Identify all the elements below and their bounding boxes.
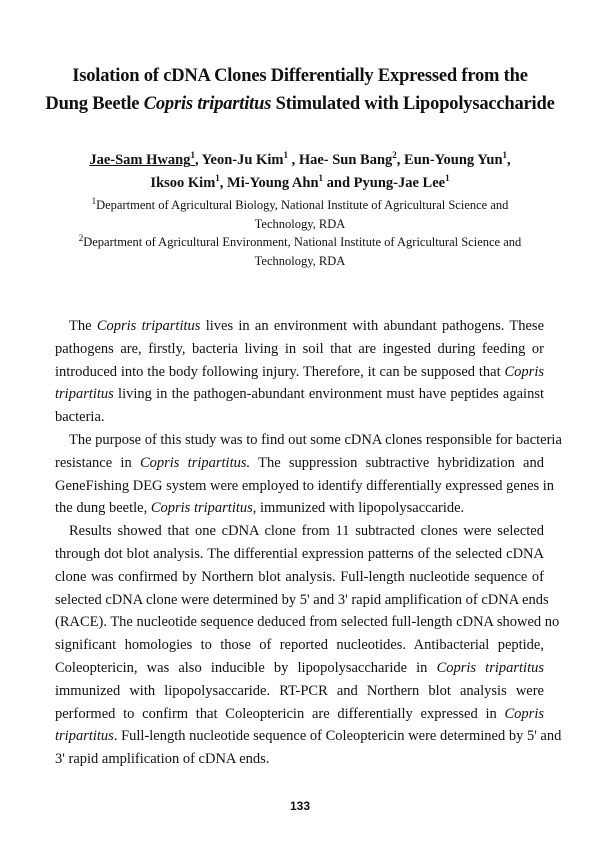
body-italic: Copris tripartitus xyxy=(436,659,544,676)
body-text: lives in an environment with abundant pathogens. These xyxy=(200,318,545,334)
author-name: Iksoo Kim xyxy=(150,175,216,191)
author-name: Jae-Sam Hwang xyxy=(89,152,191,168)
body-text: living in the pathogen-abundant environment must have peptides against xyxy=(113,386,544,403)
body-line xyxy=(55,657,544,680)
author-affiliation-mark: 1 xyxy=(283,150,288,161)
author-affiliation-mark: 1 xyxy=(215,173,220,184)
author-separator: , xyxy=(287,152,296,168)
body-text: the dung beetle, xyxy=(55,500,151,517)
title-text: Dung Beetle xyxy=(45,94,144,114)
body-text: resistance in xyxy=(55,454,140,471)
affiliation-1-line-2: Technology, RDA xyxy=(254,216,346,231)
page-number: 133 xyxy=(289,799,311,813)
body-text: , immunized with lipopolysaccaride. xyxy=(252,500,465,517)
affiliations xyxy=(40,196,560,270)
body-line: Results showed that one cDNA clone from 11 subtracted clones were selected xyxy=(69,523,544,540)
author-line-1 xyxy=(40,149,560,172)
body-text: Coleoptericin, was also inducible by lipopolysaccharide in xyxy=(55,659,437,676)
body-text: introduced into the body following injury. Therefore, it can be supposed that xyxy=(55,363,505,380)
body-line xyxy=(55,315,544,338)
affiliation-mark: 1 xyxy=(91,195,97,206)
body-italic: Copris xyxy=(504,705,544,722)
author-name: Pyung-Jae Lee xyxy=(353,175,446,191)
body-italic: Copris tripartitus xyxy=(96,318,201,334)
body-line: pathogens are, firstly, bacteria living in soil that are ingested during feeding or xyxy=(55,340,544,357)
author-separator: and xyxy=(323,175,354,191)
body-text: The suppression subtractive hybridization and xyxy=(250,454,544,471)
affiliation-2-line-1 xyxy=(40,233,560,252)
paper-title xyxy=(40,62,560,118)
title-line-1: Isolation of cDNA Clones Differentially Expressed from the xyxy=(72,66,528,86)
affiliation-2-line-2: Technology, RDA xyxy=(254,253,346,268)
author-name: Eun-Young Yun xyxy=(404,152,503,168)
body-line: 3' rapid amplification of cDNA ends. xyxy=(55,751,270,768)
author-affiliation-mark: 1 xyxy=(502,150,508,161)
author-separator: , xyxy=(194,152,199,168)
title-text: Stimulated with Lipopolysaccharide xyxy=(271,94,555,114)
body-line: through dot blot analysis. The differential expression patterns of the selected cDNA xyxy=(55,545,544,562)
body-italic: Copris xyxy=(504,363,544,380)
body-italic: Copris tripartitus xyxy=(150,500,253,517)
author-name: Mi-Young Ahn xyxy=(227,175,319,191)
body-text: The xyxy=(69,318,97,334)
author-affiliation-mark: 1 xyxy=(318,173,324,184)
body-line xyxy=(55,497,544,520)
body-line: (RACE). The nucleotide sequence deduced from selected full-length cDNA showed no xyxy=(55,614,560,631)
abstract-body xyxy=(55,315,562,771)
body-line xyxy=(55,452,544,475)
title-line-2 xyxy=(40,90,560,118)
body-line: clone was confirmed by Northern blot analysis. Full-length nucleotide sequence of xyxy=(55,568,544,585)
author-affiliation-mark: 1 xyxy=(190,150,195,161)
author-line-2 xyxy=(40,172,560,195)
body-italic: Copris tripartitus. xyxy=(139,454,251,471)
body-text: . Full-length nucleotide sequence of Coleoptericin were determined by 5' and xyxy=(113,728,562,745)
body-line xyxy=(55,361,544,384)
affiliation-text: Department of Agricultural Biology, National Institute of Agricultural Science and xyxy=(96,198,509,212)
body-line xyxy=(55,725,562,748)
body-line: GeneFishing DEG system were employed to identify differentially expressed genes in xyxy=(55,477,555,494)
author-affiliation-mark: 1 xyxy=(445,173,450,184)
body-italic: tripartitus xyxy=(55,728,114,745)
author-separator: , xyxy=(396,152,401,168)
affiliation-1-line-1 xyxy=(40,196,560,215)
author-affiliation-mark: 2 xyxy=(392,150,397,161)
body-line: selected cDNA clone were determined by 5' and 3' rapid amplification of cDNA ends xyxy=(55,591,549,608)
author-corresponding xyxy=(89,152,198,168)
body-line xyxy=(55,703,544,726)
body-line: The purpose of this study was to find out some cDNA clones responsible for bacteria xyxy=(69,431,562,448)
body-text: performed to confirm that Coleoptericin are differentially expressed in xyxy=(55,705,505,722)
affiliation-text: Department of Agricultural Environment, National Institute of Agricultural Science and xyxy=(83,235,522,249)
title-species: Copris tripartitus xyxy=(143,94,272,114)
author-name: Yeon-Ju Kim xyxy=(201,152,284,168)
author-list xyxy=(40,149,560,195)
body-line: immunized with lipopolysaccaride. RT-PCR and Northern blot analysis were xyxy=(55,682,544,699)
body-line: significant homologies to those of reported nucleotides. Antibacterial peptide, xyxy=(55,637,544,654)
affiliation-mark: 2 xyxy=(78,232,84,243)
body-line: bacteria. xyxy=(55,409,105,426)
author-separator: , xyxy=(507,152,511,168)
body-line xyxy=(55,383,544,406)
body-italic: tripartitus xyxy=(55,386,114,403)
author-separator: , xyxy=(219,175,224,191)
author-name: Hae- Sun Bang xyxy=(298,152,393,168)
